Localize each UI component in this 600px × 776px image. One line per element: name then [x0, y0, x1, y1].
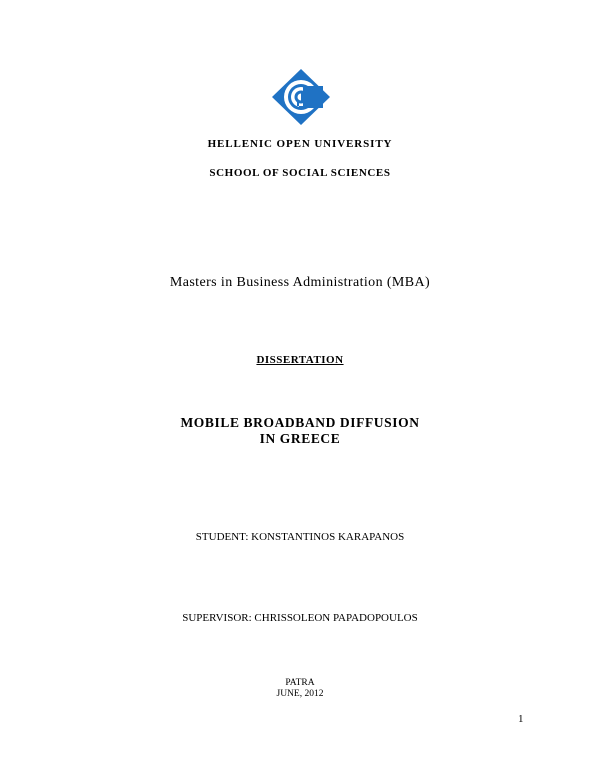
- university-name: HELLENIC OPEN UNIVERSITY: [207, 138, 393, 150]
- city-label: PATRA: [285, 678, 315, 688]
- page-number: 1: [518, 713, 524, 725]
- student-name: STUDENT: KONSTANTINOS KARAPANOS: [195, 531, 405, 543]
- university-emblem-icon: [270, 68, 332, 126]
- date-label: JUNE, 2012: [276, 689, 324, 699]
- dissertation-title-line-2: IN GREECE: [259, 431, 341, 446]
- school-name: SCHOOL OF SOCIAL SCIENCES: [209, 167, 391, 179]
- program-name: Masters in Business Administration (MBA): [169, 275, 431, 290]
- document-type-heading: DISSERTATION: [256, 354, 344, 366]
- supervisor-name: SUPERVISOR: CHRISSOLEON PAPADOPOULOS: [182, 612, 418, 624]
- dissertation-title-line-1: MOBILE BROADBAND DIFFUSION: [180, 415, 420, 430]
